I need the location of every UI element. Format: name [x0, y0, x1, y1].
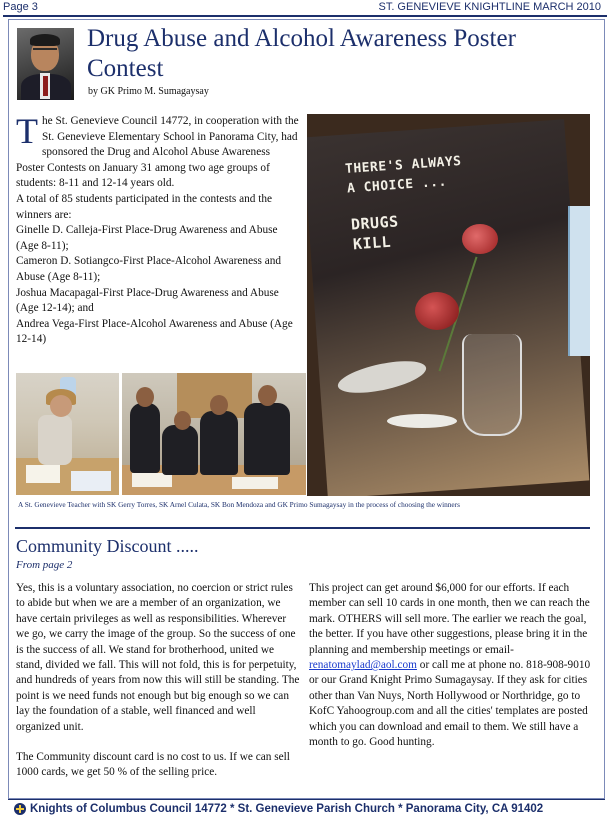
- article-intro: he St. Genevieve Council 14772, in cooperation with the St. Genevieve Elementary School in Panorama City, had sponsored the Drug and Alcohol Abuse Awareness Poster Contests on January 31 among two age groups of students: 8-11 and 12-14 years old.: [16, 115, 299, 190]
- footer-text: Knights of Columbus Council 14772 * St. Genevieve Parish Church * Panorama City, CA 91402: [30, 803, 544, 815]
- poster-text-line: DRUGS: [350, 212, 400, 234]
- judges-photo: [122, 373, 306, 495]
- page-number: Page 3: [3, 1, 38, 13]
- poster-text-line: THERE'S ALWAYS: [344, 153, 462, 178]
- community-column-right: [309, 581, 592, 750]
- article-title: Drug Abuse and Alcohol Awareness Poster Contest: [87, 25, 516, 82]
- teacher-photo: [16, 373, 119, 495]
- section-divider: [15, 527, 590, 529]
- photo-caption: A St. Genevieve Teacher with SK Gerry Torres, SK Arnel Culata, SK Bon Mendoza and GK Primo Sumagaysay in the process of choosing the winners: [18, 500, 460, 509]
- community-paragraph: [309, 581, 592, 750]
- community-paragraph-text: This project can get around $6,000 for our efforts. If each member can sell 10 cards in one month, then we can reach the mark. OTHERS will sell more. The earlier we reach the goal, the better. If you have other suggestions, please bring it in the planning and membership meetings or email-: [309, 582, 590, 656]
- article-byline: by GK Primo M. Sumagaysay: [88, 86, 209, 97]
- winner-item: Cameron D. Sotiangco-First Place-Alcohol Awareness and Abuse (Age 8-11);: [16, 255, 282, 283]
- winner-item: Andrea Vega-First Place-Alcohol Awareness and Abuse (Age 12-14): [16, 317, 293, 346]
- winner-item: Joshua Macapagal-First Place-Drug Awareness and Abuse (Age 12-14); and: [16, 286, 279, 315]
- email-link[interactable]: renatomaylad@aol.com: [309, 659, 417, 672]
- community-column-left: [16, 581, 302, 781]
- poster-text-line: KILL: [352, 232, 392, 254]
- section-title: Community Discount .....: [16, 536, 199, 556]
- article-total: A total of 85 students participated in the contests and the winners are:: [16, 192, 273, 221]
- community-paragraph: The Community discount card is no cost to us. If we can sell 1000 cards, we get 50 % of the selling price.: [16, 751, 290, 779]
- drop-cap: T: [16, 111, 38, 151]
- poster-photo: [307, 114, 590, 496]
- header-rule: [3, 15, 607, 17]
- knights-emblem-icon: [14, 803, 26, 815]
- poster-text-line: A CHOICE ...: [346, 174, 448, 197]
- newsletter-issue: ST. GENEVIEVE KNIGHTLINE MARCH 2010: [378, 1, 601, 13]
- community-paragraph: Yes, this is a voluntary association, no coercion or strict rules to abide but when we are a member of an organization, we have certain privileges as well as responsibilities. Wherever we go, we carry the image of the group. So the success of one is the success of all. We stand for brotherhood, united we stand, divided we fall. This will not fold, this is for perpetuity, and hundreds of years from now this will still be standing. The point is we need funds not enough but big enough so we can lay the foundation of a stable, well financed and well organized unit.: [16, 582, 300, 733]
- continued-from: From page 2: [16, 559, 73, 571]
- community-paragraph-text: or call me at phone no. 818-908-9010 or our Grand Knight Primo Sumagaysay. If they ask for cities other than Van Nuys, North Hollywood or Northridge, go to KofC Yahoogroup.com and all the cities' templates are posted which you can download and email to them. We still have a month to go. Good hunting.: [309, 659, 591, 749]
- author-headshot: [17, 28, 74, 100]
- page-header: [0, 0, 610, 16]
- page-footer: [8, 799, 605, 819]
- winner-item: Ginelle D. Calleja-First Place-Drug Awareness and Abuse (Age 8-11);: [16, 224, 278, 252]
- article-body: [16, 111, 300, 348]
